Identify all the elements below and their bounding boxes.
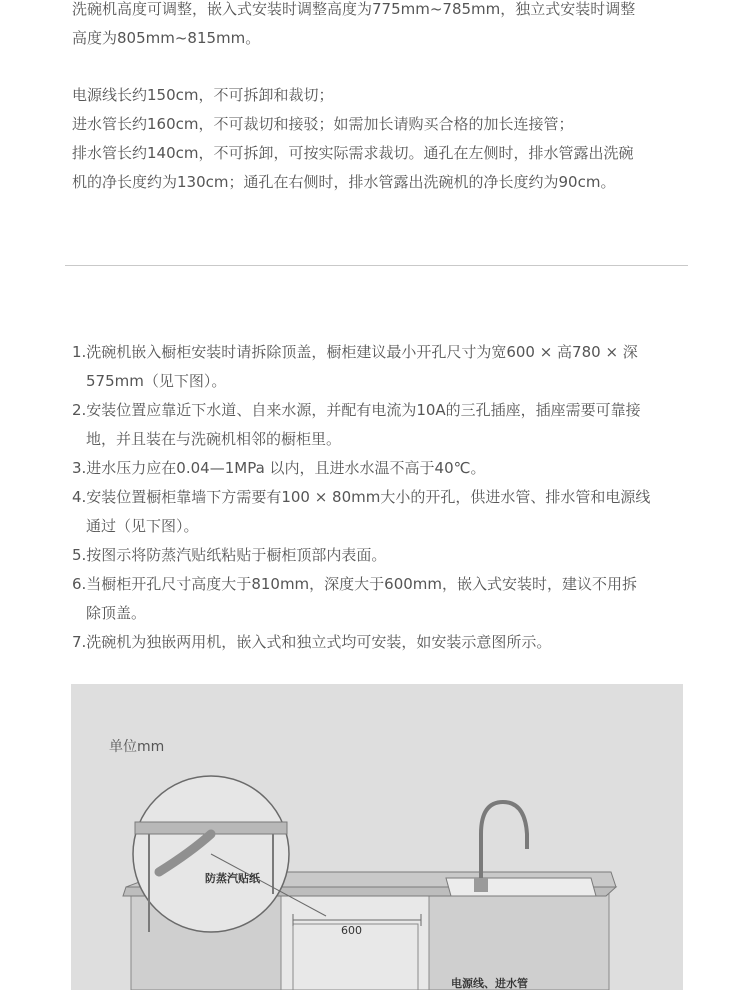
instruction-text: 2.安装位置应靠近下水道、自来水源，并配有电流为10A的三孔插座，插座需要可靠接 <box>72 401 641 419</box>
instruction-item <box>72 570 650 628</box>
instruction-text-continued: 地，并且装在与洗碗机相邻的橱柜里。 <box>86 430 342 448</box>
instruction-item <box>72 628 650 657</box>
unit-label: 单位mm <box>109 739 165 755</box>
instruction-text-continued: 除顶盖。 <box>86 604 147 622</box>
sink <box>446 878 596 896</box>
height-note-line1: 洗碗机高度可调整，嵌入式安装时调整高度为775mm~785mm，独立式安装时调整 <box>72 0 636 18</box>
instruction-text-continued: 575mm（见下图）。 <box>86 372 227 390</box>
height-note-line2: 高度为805mm~815mm。 <box>72 29 261 47</box>
faucet-base <box>474 878 488 892</box>
section-divider <box>65 265 688 266</box>
instruction-text: 5.按图示将防蒸汽贴纸粘贴于橱柜顶部内表面。 <box>72 546 387 564</box>
drain-hose-note-line1: 排水管长约140cm，不可拆卸，可按实际需求裁切。通孔在左侧时，排水管露出洗碗 <box>72 144 634 162</box>
instruction-text: 6.当橱柜开孔尺寸高度大于810mm，深度大于600mm，嵌入式安装时，建议不用拆 <box>72 575 638 593</box>
instruction-text: 3.进水压力应在0.04—1MPa 以内，且进水水温不高于40℃。 <box>72 459 486 477</box>
installation-diagram <box>71 684 683 990</box>
instruction-item <box>72 541 650 570</box>
drain-hose-note-line2: 机的净长度约为130cm；通孔在右侧时，排水管露出洗碗机的净长度约为90cm。 <box>72 173 616 191</box>
instruction-item <box>72 454 650 483</box>
installation-diagram-graphic <box>71 684 683 990</box>
right-cabinet <box>429 892 609 990</box>
inlet-hose-note: 进水管长约160cm，不可裁切和接驳；如需加长请购买合格的加长连接管； <box>72 115 574 133</box>
instruction-item <box>72 396 650 454</box>
instruction-text-continued: 通过（见下图）。 <box>86 517 199 535</box>
power-cord-note: 电源线长约150cm，不可拆卸和裁切； <box>72 86 334 104</box>
instruction-item <box>72 338 650 396</box>
instruction-text: 4.安装位置橱柜靠墙下方需要有100 × 80mm大小的开孔，供进水管、排水管和电源线 <box>72 488 651 506</box>
instruction-text: 7.洗碗机为独嵌两用机，嵌入式和独立式均可安装，如安装示意图所示。 <box>72 633 552 651</box>
sticker-label: 防蒸汽贴纸 <box>205 872 260 885</box>
dishwasher-opening <box>281 892 429 990</box>
width-label: 600 <box>341 924 362 937</box>
instruction-text: 1.洗碗机嵌入橱柜安装时请拆除顶盖，橱柜建议最小开孔尺寸为宽600 × 高780 × 深 <box>72 343 638 361</box>
opening-label: 电源线、进水管 <box>451 977 528 990</box>
instruction-list <box>72 338 650 657</box>
instruction-item <box>72 483 650 541</box>
